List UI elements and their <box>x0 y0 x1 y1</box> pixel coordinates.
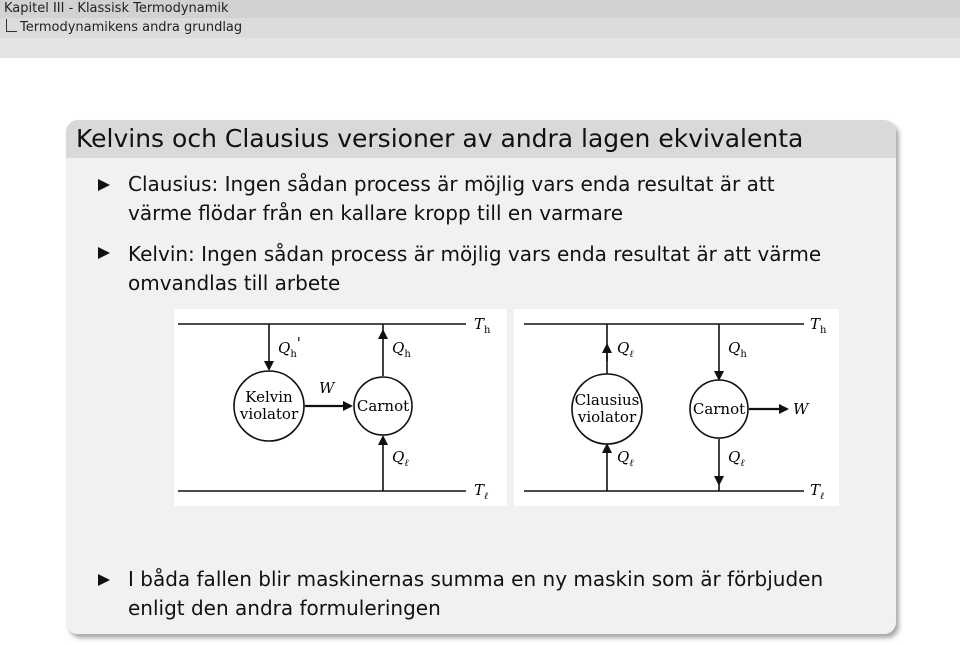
bullet-line: värme flödar från en kallare kropp till en varmare <box>128 201 624 225</box>
cold-reservoir-label: $T_\ell$ <box>810 481 825 502</box>
carnot-heat-hot-label: $Q_h$ <box>728 339 747 360</box>
bullet-line: Clausius: Ingen sådan process är möjlig vars enda resultat är att <box>128 172 775 196</box>
bullet-kelvin <box>128 240 888 298</box>
kelvin-violator-label: Kelvin <box>245 388 293 406</box>
carnot-heat-hot-label: $Q_h$ <box>392 339 411 360</box>
work-label: W <box>319 379 335 397</box>
kelvin-violator-diagram <box>174 309 507 506</box>
heat-in-label: $Q_h'$ <box>278 334 301 360</box>
section-title[interactable]: Kapitel III - Klassisk Termodynamik <box>4 1 229 16</box>
bullet-triangle-icon <box>98 179 110 191</box>
subsection-nav <box>0 18 960 38</box>
bullet-clausius <box>128 170 888 228</box>
kelvin-violator-label: violator <box>239 405 299 423</box>
bullet-triangle-icon <box>98 574 110 586</box>
hot-reservoir-label: $T_h$ <box>810 315 827 336</box>
bullet-conclusion <box>128 565 888 623</box>
carnot-engine-label: Carnot <box>356 397 410 415</box>
bullet-triangle-icon <box>98 247 110 259</box>
clausius-violator-label: violator <box>577 408 637 426</box>
clausius-violator-diagram <box>514 309 839 506</box>
clausius-heat-cold-label: $Q_\ell$ <box>617 448 634 469</box>
bullet-line: omvandlas till arbete <box>128 271 341 295</box>
bullet-line: Kelvin: Ingen sådan process är möjlig vars enda resultat är att värme <box>128 242 822 266</box>
clausius-heat-hot-label: $Q_\ell$ <box>617 339 634 360</box>
block-title-bar <box>66 120 896 158</box>
bullet-line: enligt den andra formuleringen <box>128 596 441 620</box>
bullet-line: I båda fallen blir maskinernas summa en ny maskin som är förbjuden <box>128 567 824 591</box>
work-label: W <box>793 400 809 418</box>
carnot-engine-label: Carnot <box>692 400 746 418</box>
carnot-heat-cold-label: $Q_\ell$ <box>392 448 409 469</box>
carnot-heat-cold-label: $Q_\ell$ <box>728 448 745 469</box>
hot-reservoir-label: $T_h$ <box>474 315 491 336</box>
header-bar <box>0 0 960 58</box>
section-nav <box>0 0 960 18</box>
subsection-title[interactable]: Termodynamikens andra grundlag <box>20 20 243 35</box>
tree-corner-icon <box>6 19 17 32</box>
clausius-violator-label: Clausius <box>574 391 640 409</box>
slide-title: Kelvins och Clausius versioner av andra lagen ekvivalenta <box>76 124 804 153</box>
cold-reservoir-label: $T_\ell$ <box>474 481 489 502</box>
